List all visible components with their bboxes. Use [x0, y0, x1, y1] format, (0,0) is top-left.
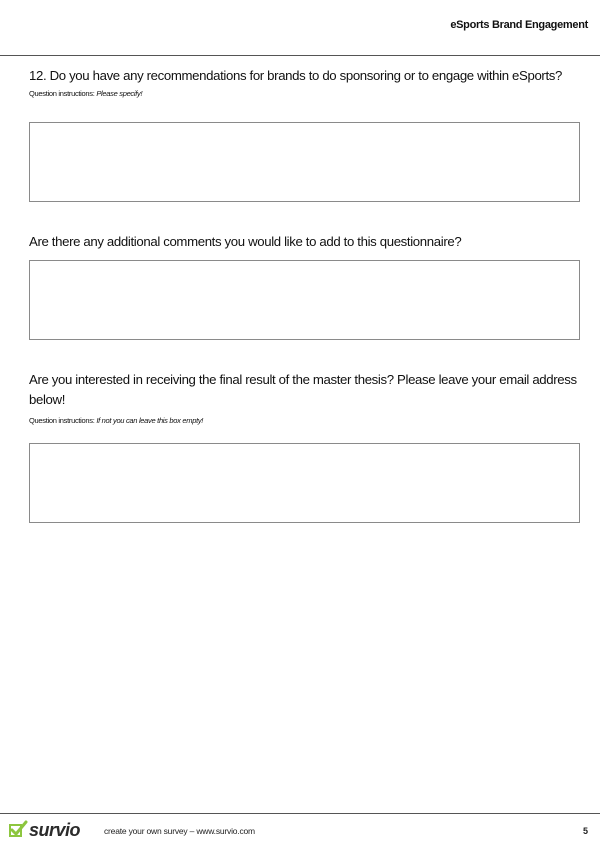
instructions-value: If not you can leave this box empty!	[96, 416, 204, 425]
logo-wordmark: survio	[29, 819, 81, 840]
answer-textarea-12[interactable]	[29, 122, 580, 202]
question-instructions	[29, 89, 581, 98]
question-instructions	[29, 416, 581, 425]
question-text: Are you interested in receiving the final result of the master thesis? Please leave your email address below!	[29, 372, 577, 407]
header-divider	[0, 55, 600, 56]
question-email	[29, 370, 581, 425]
footer-tagline: create your own survey – www.survio.com	[104, 826, 255, 836]
footer-divider	[0, 813, 600, 814]
instructions-value: Please specify!	[96, 89, 143, 98]
checkmark-icon	[8, 820, 28, 840]
document-title: eSports Brand Engagement	[450, 19, 588, 31]
question-text: 12. Do you have any recommendations for brands to do sponsoring or to engage within eSports?	[29, 68, 563, 83]
instructions-label: Question instructions:	[29, 89, 95, 98]
answer-textarea-comments[interactable]	[29, 260, 580, 340]
question-additional-comments	[29, 232, 581, 252]
page-header	[0, 0, 600, 56]
instructions-label: Question instructions:	[29, 416, 95, 425]
survio-logo[interactable]	[8, 818, 80, 842]
question-12	[29, 66, 581, 98]
question-text: Are there any additional comments you would like to add to this questionnaire?	[29, 234, 462, 249]
answer-textarea-email[interactable]	[29, 443, 580, 523]
page-number: 5	[582, 826, 588, 836]
